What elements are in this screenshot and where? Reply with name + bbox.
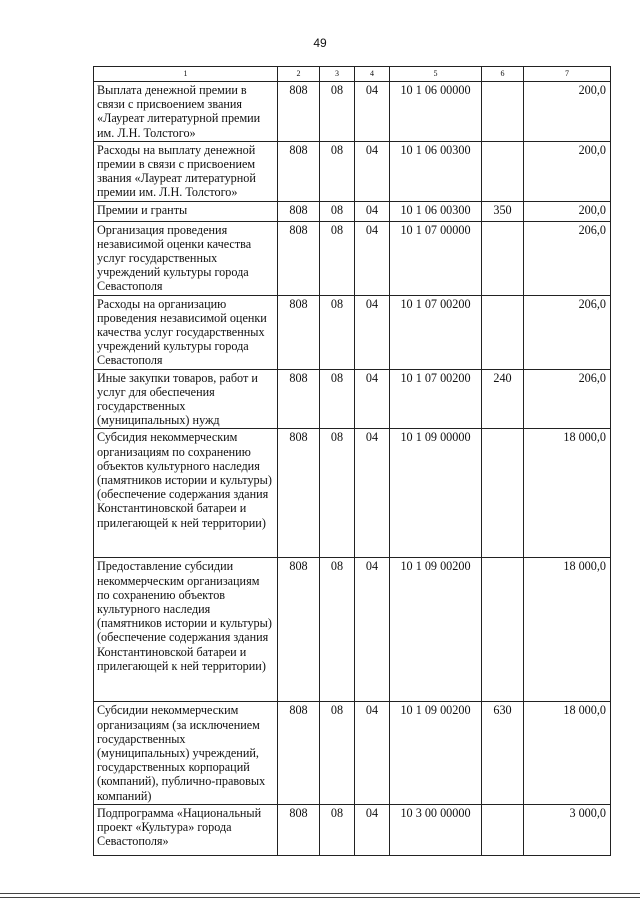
cell-amount: 18 000,0 xyxy=(524,429,611,558)
cell-amount: 200,0 xyxy=(524,82,611,142)
cell-ministry-code: 808 xyxy=(278,221,320,295)
cell-target-article: 10 1 07 00000 xyxy=(390,221,482,295)
table-row xyxy=(94,201,611,221)
cell-name: Субсидии некоммерческим организациям (за исключением государственных (муниципальных) учреждений, государственных корпораций (компаний), публично-правовых компаний) xyxy=(94,702,278,804)
cell-section: 08 xyxy=(320,429,355,558)
cell-subsection: 04 xyxy=(355,141,390,201)
cell-subsection: 04 xyxy=(355,429,390,558)
cell-subsection: 04 xyxy=(355,201,390,221)
cell-section: 08 xyxy=(320,369,355,429)
cell-section: 08 xyxy=(320,295,355,369)
table-row xyxy=(94,702,611,804)
table-row xyxy=(94,295,611,369)
cell-target-article: 10 1 06 00300 xyxy=(390,141,482,201)
page-number: 49 xyxy=(313,36,327,50)
header-cell: 1 xyxy=(94,67,278,82)
cell-amount: 206,0 xyxy=(524,369,611,429)
cell-target-article: 10 3 00 00000 xyxy=(390,804,482,855)
header-cell: 6 xyxy=(482,67,524,82)
cell-name: Иные закупки товаров, работ и услуг для обеспечения государственных (муниципальных) нужд xyxy=(94,369,278,429)
budget-table xyxy=(93,66,611,856)
cell-target-article: 10 1 06 00300 xyxy=(390,201,482,221)
cell-amount: 206,0 xyxy=(524,221,611,295)
header-cell: 3 xyxy=(320,67,355,82)
table-row xyxy=(94,82,611,142)
cell-name: Предоставление субсидии некоммерческим организациям по сохранению объектов культурного наследия (памятников истории и культуры) (обеспечение содержания здания Константиновской батареи и прилегающей к ней территории) xyxy=(94,558,278,702)
cell-section: 08 xyxy=(320,558,355,702)
cell-ministry-code: 808 xyxy=(278,702,320,804)
cell-expense-type xyxy=(482,558,524,702)
cell-subsection: 04 xyxy=(355,702,390,804)
table-row xyxy=(94,804,611,855)
cell-expense-type: 350 xyxy=(482,201,524,221)
cell-ministry-code: 808 xyxy=(278,429,320,558)
cell-target-article: 10 1 07 00200 xyxy=(390,369,482,429)
cell-name: Субсидия некоммерческим организациям по сохранению объектов культурного наследия (памятников истории и культуры) (обеспечение содержания здания Константиновской батареи и прилегающей к ней территории) xyxy=(94,429,278,558)
table-row xyxy=(94,221,611,295)
cell-ministry-code: 808 xyxy=(278,369,320,429)
cell-ministry-code: 808 xyxy=(278,295,320,369)
cell-expense-type xyxy=(482,82,524,142)
cell-target-article: 10 1 09 00200 xyxy=(390,702,482,804)
cell-section: 08 xyxy=(320,141,355,201)
cell-ministry-code: 808 xyxy=(278,558,320,702)
cell-expense-type xyxy=(482,141,524,201)
cell-name: Расходы на организацию проведения независимой оценки качества услуг государственных учреждений культуры города Севастополя xyxy=(94,295,278,369)
cell-target-article: 10 1 09 00200 xyxy=(390,558,482,702)
cell-section: 08 xyxy=(320,201,355,221)
page-edge-line xyxy=(0,893,640,894)
cell-subsection: 04 xyxy=(355,369,390,429)
cell-target-article: 10 1 09 00000 xyxy=(390,429,482,558)
table-row xyxy=(94,141,611,201)
cell-expense-type xyxy=(482,295,524,369)
header-cell: 2 xyxy=(278,67,320,82)
table-header-row xyxy=(94,67,611,82)
cell-section: 08 xyxy=(320,804,355,855)
cell-ministry-code: 808 xyxy=(278,141,320,201)
cell-name: Расходы на выплату денежной премии в связи с присвоением звания «Лауреат литературной премии им. Л.Н. Толстого» xyxy=(94,141,278,201)
table-row xyxy=(94,429,611,558)
cell-target-article: 10 1 06 00000 xyxy=(390,82,482,142)
header-cell: 7 xyxy=(524,67,611,82)
cell-ministry-code: 808 xyxy=(278,82,320,142)
cell-amount: 200,0 xyxy=(524,201,611,221)
cell-amount: 18 000,0 xyxy=(524,702,611,804)
cell-target-article: 10 1 07 00200 xyxy=(390,295,482,369)
table-row xyxy=(94,369,611,429)
cell-ministry-code: 808 xyxy=(278,804,320,855)
page-edge-line xyxy=(0,897,640,898)
cell-expense-type xyxy=(482,221,524,295)
header-cell: 5 xyxy=(390,67,482,82)
table-body xyxy=(94,67,611,856)
header-cell: 4 xyxy=(355,67,390,82)
cell-ministry-code: 808 xyxy=(278,201,320,221)
cell-section: 08 xyxy=(320,82,355,142)
cell-amount: 18 000,0 xyxy=(524,558,611,702)
cell-expense-type xyxy=(482,429,524,558)
cell-section: 08 xyxy=(320,702,355,804)
cell-amount: 3 000,0 xyxy=(524,804,611,855)
cell-name: Организация проведения независимой оценки качества услуг государственных учреждений культуры города Севастополя xyxy=(94,221,278,295)
table-row xyxy=(94,558,611,702)
cell-expense-type: 630 xyxy=(482,702,524,804)
cell-section: 08 xyxy=(320,221,355,295)
cell-name: Премии и гранты xyxy=(94,201,278,221)
cell-subsection: 04 xyxy=(355,221,390,295)
cell-subsection: 04 xyxy=(355,295,390,369)
cell-expense-type: 240 xyxy=(482,369,524,429)
cell-amount: 206,0 xyxy=(524,295,611,369)
cell-amount: 200,0 xyxy=(524,141,611,201)
cell-subsection: 04 xyxy=(355,804,390,855)
cell-subsection: 04 xyxy=(355,558,390,702)
cell-expense-type xyxy=(482,804,524,855)
cell-name: Выплата денежной премии в связи с присвоением звания «Лауреат литературной премии им. Л.Н. Толстого» xyxy=(94,82,278,142)
cell-name: Подпрограмма «Национальный проект «Культура» города Севастополя» xyxy=(94,804,278,855)
cell-subsection: 04 xyxy=(355,82,390,142)
